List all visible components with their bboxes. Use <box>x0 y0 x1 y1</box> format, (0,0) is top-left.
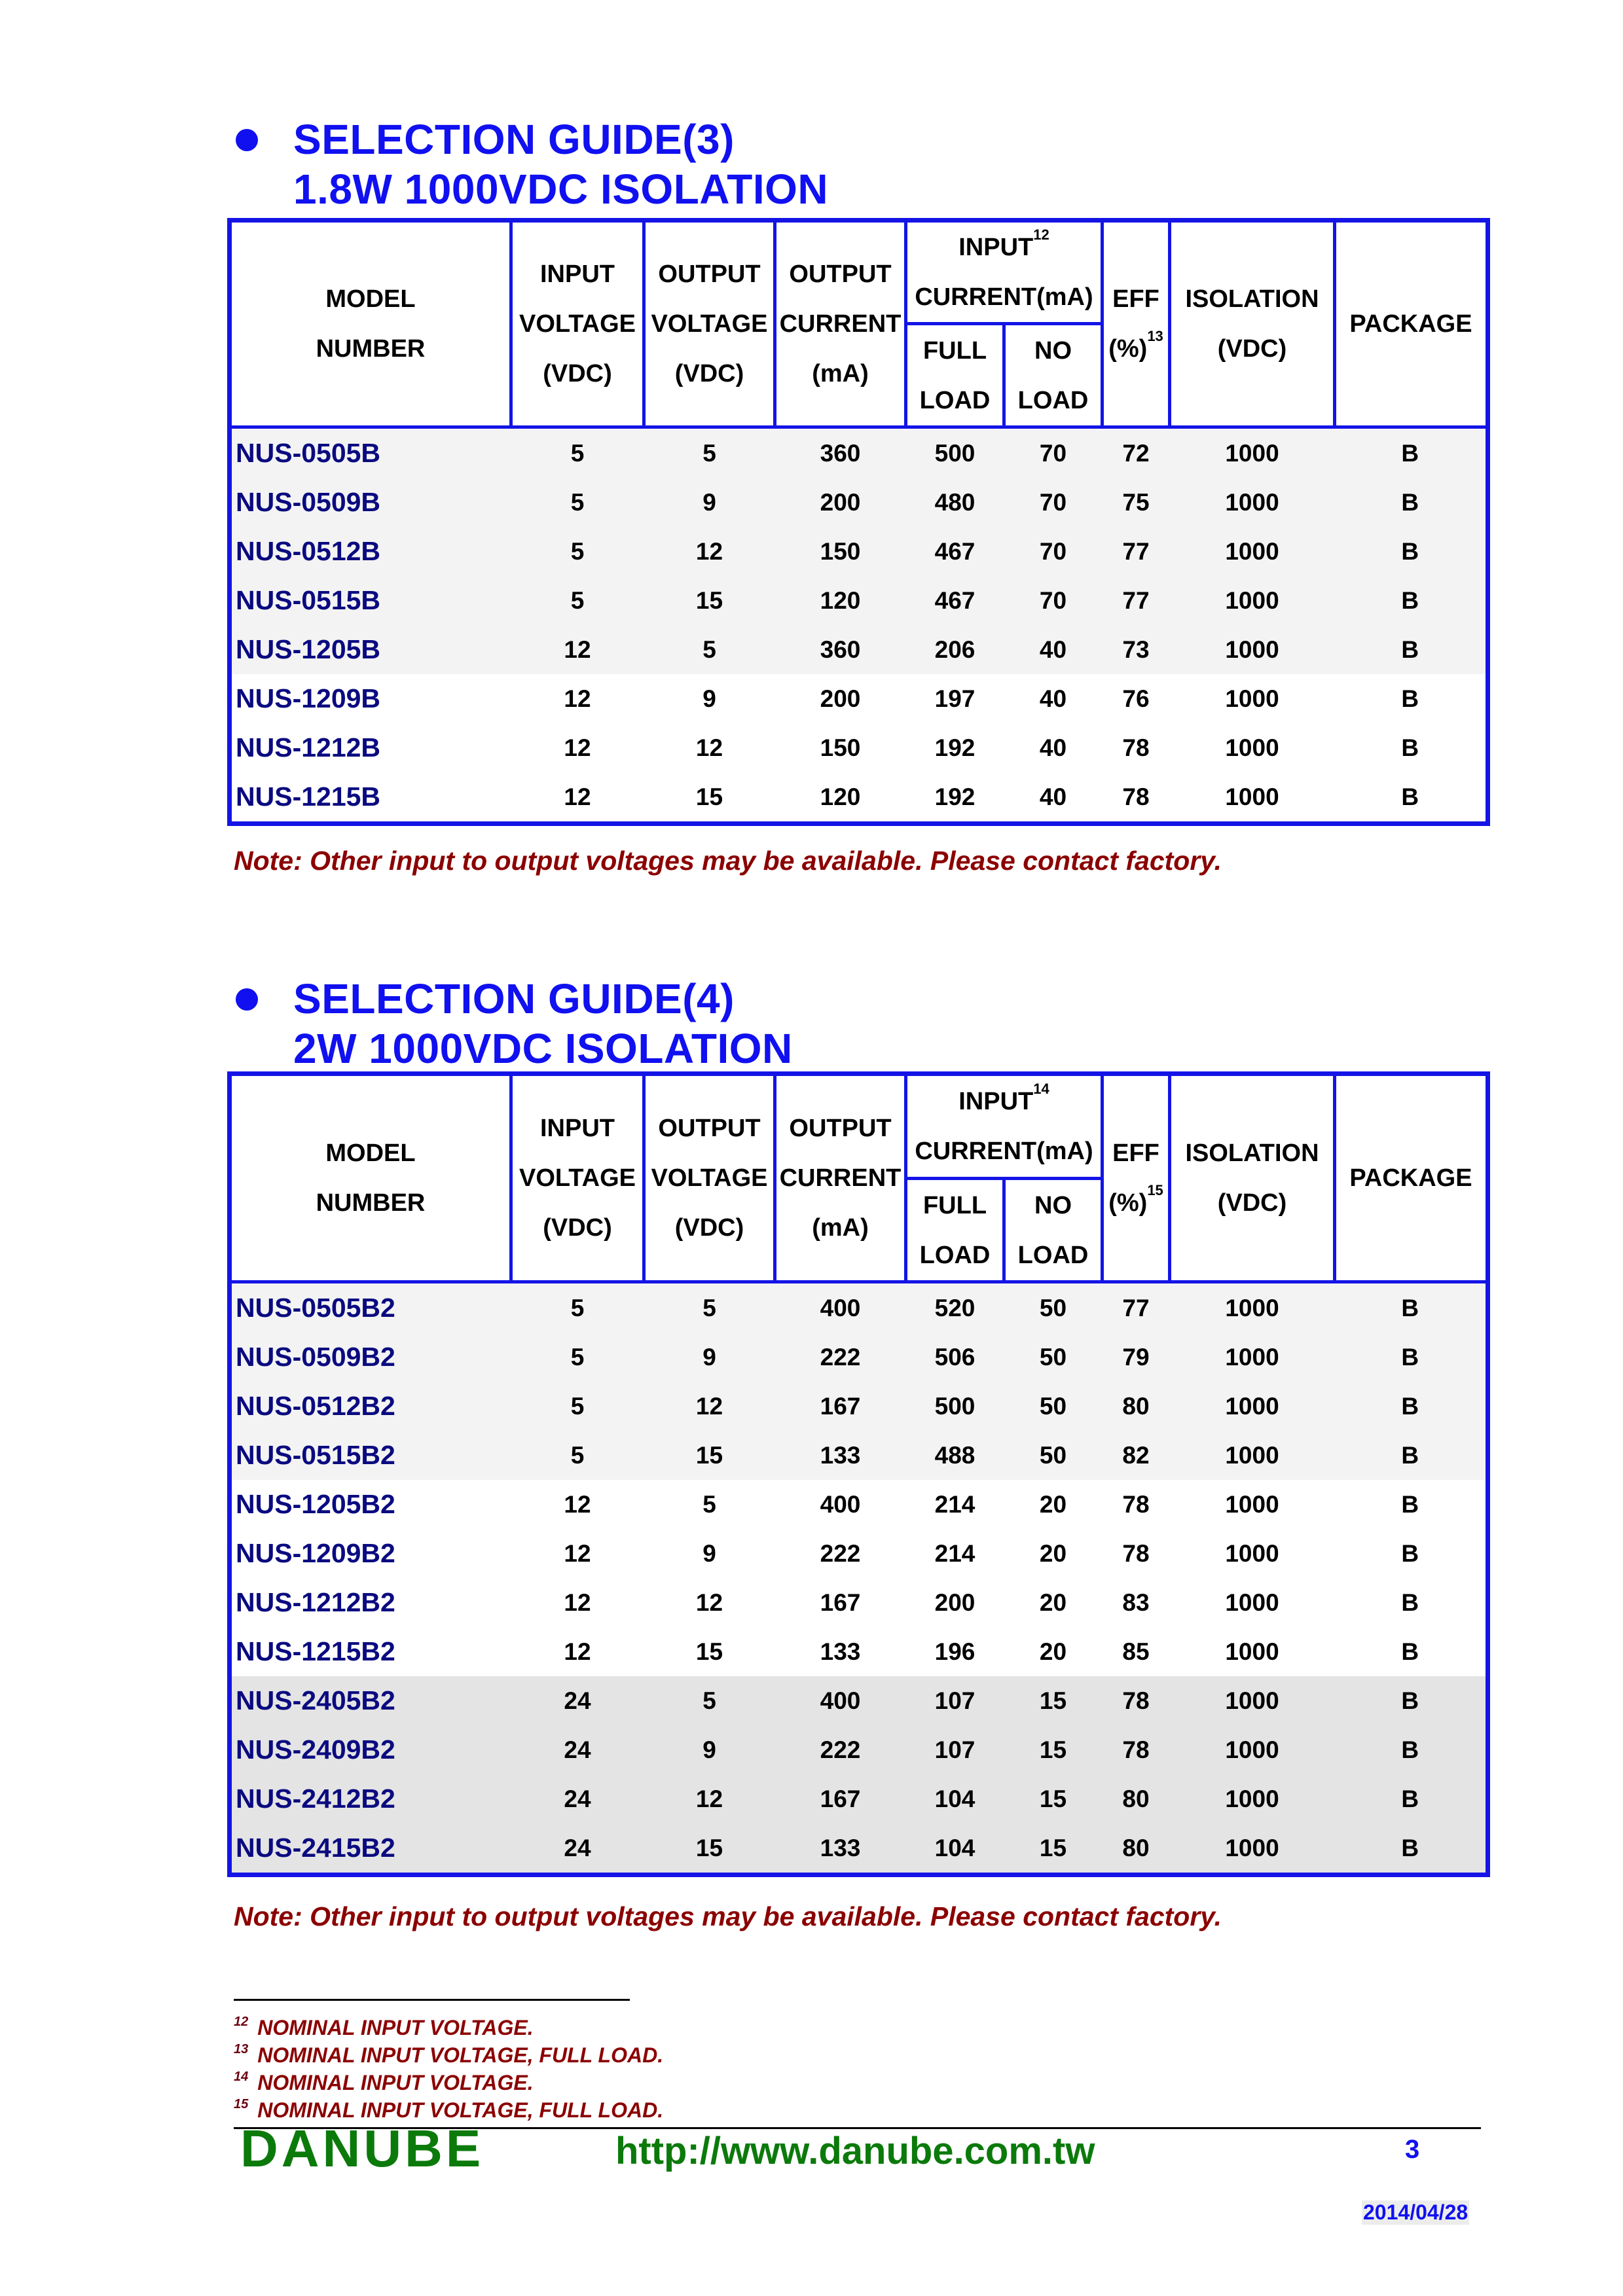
efficiency-cell: 80 <box>1103 1774 1170 1823</box>
model-cell: NUS-1212B2 <box>230 1578 511 1627</box>
output-current-cell: 222 <box>775 1333 906 1382</box>
input-voltage-cell: 24 <box>511 1774 644 1823</box>
isolation-cell: 1000 <box>1170 527 1335 576</box>
table-row <box>230 1382 1488 1431</box>
output-current-cell: 200 <box>775 478 906 527</box>
output-current-cell: 167 <box>775 1382 906 1431</box>
isolation-cell: 1000 <box>1170 1725 1335 1774</box>
website-link[interactable]: http://www.danube.com.tw <box>615 2130 1095 2172</box>
isolation-cell: 1000 <box>1170 625 1335 674</box>
header-package: PACKAGE <box>1335 1074 1488 1282</box>
table-row <box>230 1282 1488 1333</box>
model-cell: NUS-1205B2 <box>230 1480 511 1529</box>
efficiency-cell: 85 <box>1103 1627 1170 1676</box>
table-row <box>230 1774 1488 1823</box>
no-load-current-cell: 50 <box>1004 1382 1103 1431</box>
input-voltage-cell: 5 <box>511 1431 644 1480</box>
footnote-13: $^{13}$ NOMINAL INPUT VOLTAGE, FULL LOAD. <box>234 2042 664 2067</box>
header-output-voltage: OUTPUT VOLTAGE (VDC) <box>644 221 775 427</box>
package-cell: B <box>1335 1529 1488 1578</box>
output-voltage-cell: 9 <box>644 478 775 527</box>
efficiency-cell: 80 <box>1103 1823 1170 1875</box>
model-cell: NUS-0512B2 <box>230 1382 511 1431</box>
model-cell: NUS-1209B2 <box>230 1529 511 1578</box>
output-current-cell: 133 <box>775 1823 906 1875</box>
output-voltage-cell: 15 <box>644 1431 775 1480</box>
model-cell: NUS-2415B2 <box>230 1823 511 1875</box>
table-row <box>230 1725 1488 1774</box>
model-cell: NUS-0505B <box>230 427 511 478</box>
package-cell: B <box>1335 1382 1488 1431</box>
isolation-cell: 1000 <box>1170 1382 1335 1431</box>
output-voltage-cell: 12 <box>644 1774 775 1823</box>
header-full-load: FULL LOAD <box>906 1179 1004 1282</box>
package-cell: B <box>1335 674 1488 723</box>
input-voltage-cell: 12 <box>511 1578 644 1627</box>
output-current-cell: 133 <box>775 1627 906 1676</box>
no-load-current-cell: 20 <box>1004 1529 1103 1578</box>
header-full-load: FULL LOAD <box>906 324 1004 427</box>
full-load-current-cell: 104 <box>906 1823 1004 1875</box>
model-cell: NUS-2409B2 <box>230 1725 511 1774</box>
table-row <box>230 1431 1488 1480</box>
isolation-cell: 1000 <box>1170 1431 1335 1480</box>
table-row <box>230 427 1488 478</box>
section-heading: SELECTION GUIDE(3) <box>293 116 735 163</box>
efficiency-cell: 77 <box>1103 1282 1170 1333</box>
output-voltage-cell: 15 <box>644 1627 775 1676</box>
full-load-current-cell: 500 <box>906 427 1004 478</box>
package-cell: B <box>1335 576 1488 625</box>
model-cell: NUS-0509B <box>230 478 511 527</box>
availability-note: Note: Other input to output voltages may be available. Please contact factory. <box>234 1901 1222 1931</box>
full-load-current-cell: 104 <box>906 1774 1004 1823</box>
package-cell: B <box>1335 1725 1488 1774</box>
output-current-cell: 360 <box>775 427 906 478</box>
output-current-cell: 400 <box>775 1676 906 1725</box>
full-load-current-cell: 500 <box>906 1382 1004 1431</box>
output-voltage-cell: 5 <box>644 1282 775 1333</box>
section-subheading: 2W 1000VDC ISOLATION <box>293 1025 793 1072</box>
table-row <box>230 1333 1488 1382</box>
input-voltage-cell: 12 <box>511 1529 644 1578</box>
package-cell: B <box>1335 478 1488 527</box>
input-voltage-cell: 5 <box>511 1382 644 1431</box>
full-load-current-cell: 107 <box>906 1725 1004 1774</box>
output-voltage-cell: 12 <box>644 723 775 772</box>
footnote-separator <box>234 1999 630 2001</box>
header-no-load: NO LOAD <box>1004 1179 1103 1282</box>
header-package: PACKAGE <box>1335 221 1488 427</box>
output-current-cell: 167 <box>775 1578 906 1627</box>
package-cell: B <box>1335 1823 1488 1875</box>
efficiency-cell: 82 <box>1103 1431 1170 1480</box>
model-cell: NUS-0512B <box>230 527 511 576</box>
header-output-voltage: OUTPUT VOLTAGE (VDC) <box>644 1074 775 1282</box>
input-voltage-cell: 24 <box>511 1823 644 1875</box>
model-cell: NUS-2405B2 <box>230 1676 511 1725</box>
header-output-current: OUTPUT CURRENT (mA) <box>775 221 906 427</box>
table-row <box>230 478 1488 527</box>
header-isolation: ISOLATION (VDC) <box>1170 1074 1335 1282</box>
output-current-cell: 400 <box>775 1282 906 1333</box>
output-voltage-cell: 9 <box>644 1529 775 1578</box>
package-cell: B <box>1335 1282 1488 1333</box>
no-load-current-cell: 70 <box>1004 427 1103 478</box>
isolation-cell: 1000 <box>1170 1627 1335 1676</box>
isolation-cell: 1000 <box>1170 427 1335 478</box>
input-voltage-cell: 24 <box>511 1725 644 1774</box>
output-voltage-cell: 5 <box>644 625 775 674</box>
footnote-14: $^{14}$ NOMINAL INPUT VOLTAGE. <box>234 2070 534 2094</box>
output-voltage-cell: 15 <box>644 576 775 625</box>
output-current-cell: 120 <box>775 772 906 824</box>
package-cell: B <box>1335 1676 1488 1725</box>
table-row <box>230 674 1488 723</box>
input-voltage-cell: 5 <box>511 427 644 478</box>
table-row <box>230 1480 1488 1529</box>
package-cell: B <box>1335 427 1488 478</box>
no-load-current-cell: 50 <box>1004 1282 1103 1333</box>
no-load-current-cell: 50 <box>1004 1333 1103 1382</box>
table-row <box>230 1676 1488 1725</box>
model-cell: NUS-1209B <box>230 674 511 723</box>
full-load-current-cell: 467 <box>906 576 1004 625</box>
isolation-cell: 1000 <box>1170 1529 1335 1578</box>
full-load-current-cell: 107 <box>906 1676 1004 1725</box>
input-voltage-cell: 5 <box>511 1282 644 1333</box>
output-voltage-cell: 12 <box>644 1382 775 1431</box>
isolation-cell: 1000 <box>1170 1676 1335 1725</box>
output-voltage-cell: 9 <box>644 1333 775 1382</box>
full-load-current-cell: 488 <box>906 1431 1004 1480</box>
output-current-cell: 360 <box>775 625 906 674</box>
isolation-cell: 1000 <box>1170 1578 1335 1627</box>
package-cell: B <box>1335 1480 1488 1529</box>
efficiency-cell: 75 <box>1103 478 1170 527</box>
input-voltage-cell: 12 <box>511 772 644 824</box>
input-voltage-cell: 5 <box>511 527 644 576</box>
efficiency-cell: 80 <box>1103 1382 1170 1431</box>
input-voltage-cell: 5 <box>511 576 644 625</box>
header-model-number: MODEL NUMBER <box>230 221 511 427</box>
output-current-cell: 120 <box>775 576 906 625</box>
efficiency-cell: 78 <box>1103 723 1170 772</box>
efficiency-cell: 73 <box>1103 625 1170 674</box>
package-cell: B <box>1335 527 1488 576</box>
output-voltage-cell: 15 <box>644 1823 775 1875</box>
no-load-current-cell: 40 <box>1004 723 1103 772</box>
full-load-current-cell: 214 <box>906 1480 1004 1529</box>
model-cell: NUS-1205B <box>230 625 511 674</box>
no-load-current-cell: 15 <box>1004 1676 1103 1725</box>
isolation-cell: 1000 <box>1170 478 1335 527</box>
input-voltage-cell: 5 <box>511 1333 644 1382</box>
input-voltage-cell: 5 <box>511 478 644 527</box>
table-row <box>230 723 1488 772</box>
selection-guide-table-2 <box>227 1071 1490 1877</box>
no-load-current-cell: 20 <box>1004 1578 1103 1627</box>
isolation-cell: 1000 <box>1170 772 1335 824</box>
model-cell: NUS-0515B2 <box>230 1431 511 1480</box>
header-model-number: MODEL NUMBER <box>230 1074 511 1282</box>
model-cell: NUS-1212B <box>230 723 511 772</box>
full-load-current-cell: 196 <box>906 1627 1004 1676</box>
package-cell: B <box>1335 723 1488 772</box>
model-cell: NUS-0509B2 <box>230 1333 511 1382</box>
no-load-current-cell: 20 <box>1004 1627 1103 1676</box>
output-current-cell: 133 <box>775 1431 906 1480</box>
model-cell: NUS-0515B <box>230 576 511 625</box>
input-voltage-cell: 12 <box>511 674 644 723</box>
no-load-current-cell: 15 <box>1004 1823 1103 1875</box>
efficiency-cell: 78 <box>1103 1480 1170 1529</box>
isolation-cell: 1000 <box>1170 723 1335 772</box>
output-current-cell: 222 <box>775 1529 906 1578</box>
table-row <box>230 1578 1488 1627</box>
full-load-current-cell: 192 <box>906 723 1004 772</box>
header-isolation: ISOLATION (VDC) <box>1170 221 1335 427</box>
full-load-current-cell: 467 <box>906 527 1004 576</box>
model-cell: NUS-1215B <box>230 772 511 824</box>
header-input-voltage: INPUT VOLTAGE (VDC) <box>511 1074 644 1282</box>
selection-guide-table-1 <box>227 218 1490 826</box>
output-current-cell: 167 <box>775 1774 906 1823</box>
isolation-cell: 1000 <box>1170 674 1335 723</box>
input-voltage-cell: 12 <box>511 723 644 772</box>
output-current-cell: 200 <box>775 674 906 723</box>
no-load-current-cell: 70 <box>1004 527 1103 576</box>
footnote-15: $^{15}$ NOMINAL INPUT VOLTAGE, FULL LOAD. <box>234 2097 664 2122</box>
section-heading: SELECTION GUIDE(4) <box>293 975 735 1022</box>
no-load-current-cell: 70 <box>1004 478 1103 527</box>
isolation-cell: 1000 <box>1170 1333 1335 1382</box>
efficiency-cell: 77 <box>1103 527 1170 576</box>
output-current-cell: 150 <box>775 527 906 576</box>
isolation-cell: 1000 <box>1170 1480 1335 1529</box>
output-current-cell: 400 <box>775 1480 906 1529</box>
no-load-current-cell: 50 <box>1004 1431 1103 1480</box>
efficiency-cell: 83 <box>1103 1578 1170 1627</box>
output-voltage-cell: 5 <box>644 1480 775 1529</box>
header-output-current: OUTPUT CURRENT (mA) <box>775 1074 906 1282</box>
table-row <box>230 1529 1488 1578</box>
efficiency-cell: 76 <box>1103 674 1170 723</box>
efficiency-cell: 78 <box>1103 1676 1170 1725</box>
header-no-load: NO LOAD <box>1004 324 1103 427</box>
package-cell: B <box>1335 1431 1488 1480</box>
danube-logo: DANUBE <box>240 2119 484 2178</box>
no-load-current-cell: 70 <box>1004 576 1103 625</box>
header-efficiency: EFF (%)$^{13}$ <box>1103 221 1170 427</box>
input-voltage-cell: 12 <box>511 625 644 674</box>
footnote-12: $^{12}$ NOMINAL INPUT VOLTAGE. <box>234 2015 534 2039</box>
page-number: 3 <box>1405 2135 1420 2164</box>
output-current-cell: 150 <box>775 723 906 772</box>
full-load-current-cell: 506 <box>906 1333 1004 1382</box>
output-voltage-cell: 9 <box>644 1725 775 1774</box>
package-cell: B <box>1335 1333 1488 1382</box>
package-cell: B <box>1335 1627 1488 1676</box>
package-cell: B <box>1335 1774 1488 1823</box>
input-voltage-cell: 12 <box>511 1480 644 1529</box>
full-load-current-cell: 192 <box>906 772 1004 824</box>
bullet-icon <box>236 988 258 1011</box>
table-row <box>230 625 1488 674</box>
footnote-ref: 13 <box>1147 328 1163 344</box>
table-row <box>230 576 1488 625</box>
output-voltage-cell: 12 <box>644 527 775 576</box>
header-input-voltage: INPUT VOLTAGE (VDC) <box>511 221 644 427</box>
full-load-current-cell: 197 <box>906 674 1004 723</box>
header-input-current: INPUT$^{14}$ CURRENT(mA) <box>906 1074 1103 1179</box>
isolation-cell: 1000 <box>1170 1823 1335 1875</box>
full-load-current-cell: 200 <box>906 1578 1004 1627</box>
table-row <box>230 527 1488 576</box>
isolation-cell: 1000 <box>1170 576 1335 625</box>
no-load-current-cell: 40 <box>1004 772 1103 824</box>
output-current-cell: 222 <box>775 1725 906 1774</box>
footnote-ref: 12 <box>1033 226 1049 243</box>
input-voltage-cell: 24 <box>511 1676 644 1725</box>
revision-date: 2014/04/28 <box>1363 2200 1468 2224</box>
no-load-current-cell: 20 <box>1004 1480 1103 1529</box>
full-load-current-cell: 214 <box>906 1529 1004 1578</box>
table-row <box>230 1823 1488 1875</box>
output-voltage-cell: 5 <box>644 427 775 478</box>
bullet-icon <box>236 129 258 151</box>
model-cell: NUS-1215B2 <box>230 1627 511 1676</box>
model-cell: NUS-2412B2 <box>230 1774 511 1823</box>
footnote-ref: 14 <box>1033 1081 1049 1097</box>
efficiency-cell: 78 <box>1103 772 1170 824</box>
footnote-ref: 15 <box>1147 1182 1163 1198</box>
no-load-current-cell: 15 <box>1004 1725 1103 1774</box>
package-cell: B <box>1335 625 1488 674</box>
no-load-current-cell: 40 <box>1004 674 1103 723</box>
isolation-cell: 1000 <box>1170 1282 1335 1333</box>
package-cell: B <box>1335 772 1488 824</box>
input-voltage-cell: 12 <box>511 1627 644 1676</box>
full-load-current-cell: 206 <box>906 625 1004 674</box>
isolation-cell: 1000 <box>1170 1774 1335 1823</box>
full-load-current-cell: 480 <box>906 478 1004 527</box>
model-cell: NUS-0505B2 <box>230 1282 511 1333</box>
package-cell: B <box>1335 1578 1488 1627</box>
efficiency-cell: 77 <box>1103 576 1170 625</box>
table-row <box>230 772 1488 824</box>
no-load-current-cell: 15 <box>1004 1774 1103 1823</box>
output-voltage-cell: 15 <box>644 772 775 824</box>
header-efficiency: EFF (%)$^{15}$ <box>1103 1074 1170 1282</box>
output-voltage-cell: 9 <box>644 674 775 723</box>
table-row <box>230 1627 1488 1676</box>
full-load-current-cell: 520 <box>906 1282 1004 1333</box>
efficiency-cell: 78 <box>1103 1725 1170 1774</box>
efficiency-cell: 78 <box>1103 1529 1170 1578</box>
availability-note: Note: Other input to output voltages may be available. Please contact factory. <box>234 846 1222 876</box>
output-voltage-cell: 12 <box>644 1578 775 1627</box>
output-voltage-cell: 5 <box>644 1676 775 1725</box>
section-subheading: 1.8W 1000VDC ISOLATION <box>293 166 829 213</box>
efficiency-cell: 79 <box>1103 1333 1170 1382</box>
no-load-current-cell: 40 <box>1004 625 1103 674</box>
efficiency-cell: 72 <box>1103 427 1170 478</box>
header-input-current: INPUT$^{12}$ CURRENT(mA) <box>906 221 1103 324</box>
